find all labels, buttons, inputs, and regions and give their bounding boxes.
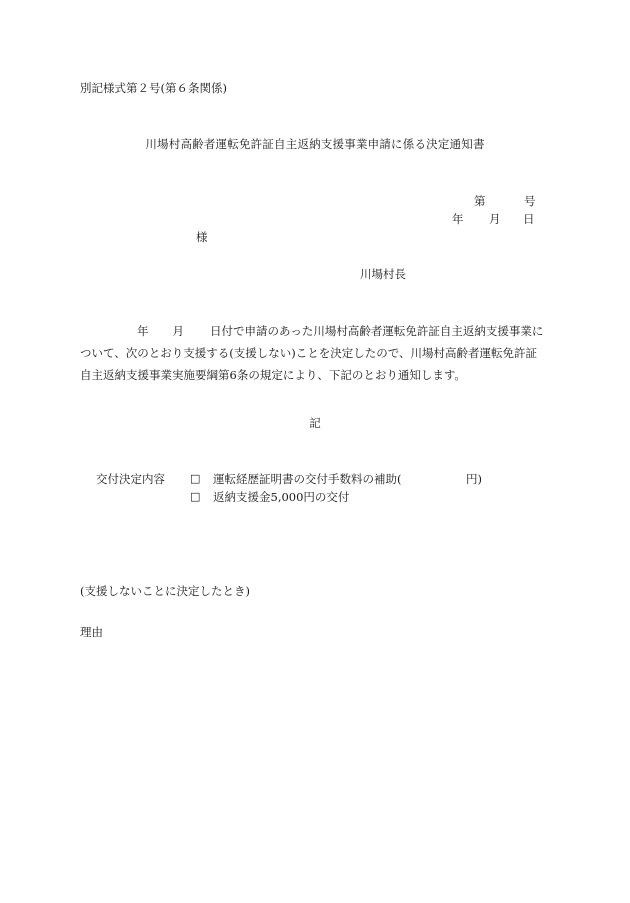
not-supported-note: (支援しないことに決定したとき) xyxy=(80,584,250,598)
option1-text: 運転経歴証明書の交付手数料の補助( xyxy=(213,472,402,486)
body-line-3: 自主返納支援事業実施要綱第6条の規定により、下記のとおり通知します。 xyxy=(80,368,466,382)
document-number-go: 号 xyxy=(524,194,536,208)
ki-heading: 記 xyxy=(309,416,321,430)
body-line-2: ついて、次のとおり支援する(支援しない)ことを決定したので、川場村高齢者運転免許証 xyxy=(80,346,538,360)
document-number-dai: 第 xyxy=(474,194,486,208)
date-day-label: 日 xyxy=(523,212,535,226)
body-month-label: 月 xyxy=(172,324,184,338)
decision-label: 交付決定内容 xyxy=(96,472,165,486)
date-month-label: 月 xyxy=(489,212,501,226)
document-title: 川場村高齢者運転免許証自主返納支援事業申請に係る決定通知書 xyxy=(145,137,485,151)
date-year-label: 年 xyxy=(452,212,464,226)
body-paragraph xyxy=(80,320,558,386)
option2-text: 返納支援金5,000円の交付 xyxy=(213,490,350,504)
option2-checkbox[interactable]: □ xyxy=(190,490,201,503)
sender-name: 川場村長 xyxy=(360,267,406,281)
body-year-label: 年 xyxy=(137,324,149,338)
body-line-1-text: 日付で申請のあった川場村高齢者運転免許証自主返納支援事業に xyxy=(210,324,544,338)
addressee-honorific: 様 xyxy=(196,230,208,244)
option1-unit: 円) xyxy=(466,472,482,486)
body-line-1 xyxy=(80,320,558,342)
option1-checkbox[interactable]: □ xyxy=(190,472,201,485)
reason-label: 理由 xyxy=(80,625,103,639)
form-number: 別記様式第２号(第６条関係) xyxy=(80,81,227,95)
